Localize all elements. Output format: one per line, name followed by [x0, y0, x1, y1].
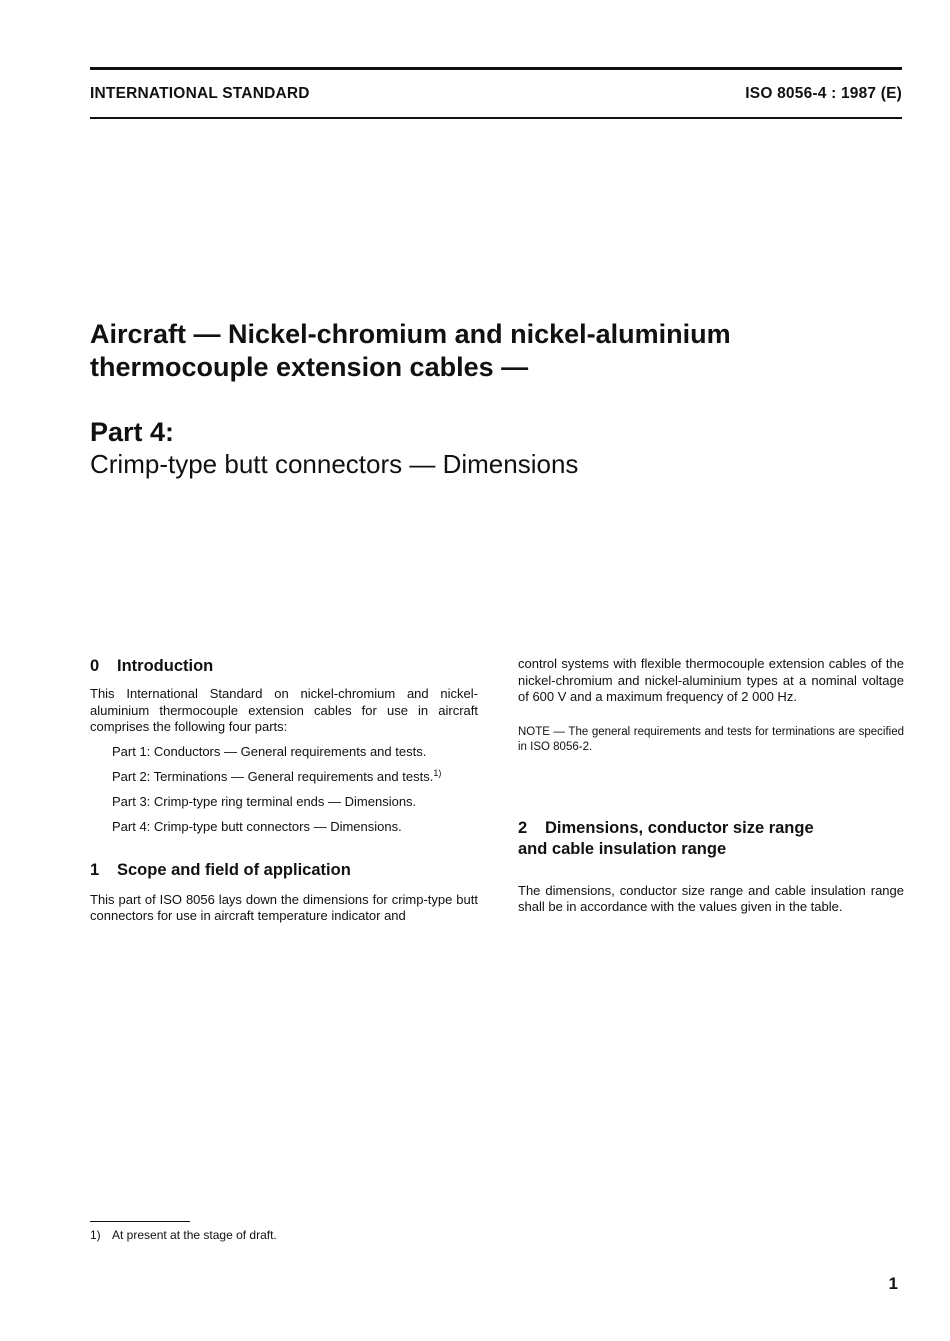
footnote-reference: 1)	[433, 768, 442, 779]
note-paragraph: NOTE — The general requirements and tests for terminations are specified in ISO 8056-2.	[518, 725, 904, 753]
section-0-heading	[90, 656, 478, 677]
section-2-heading-continued	[518, 839, 904, 860]
header-bottom-rule	[90, 117, 902, 119]
part-2-text: Part 2: Terminations — General requirements and tests.	[112, 769, 434, 785]
list-item	[90, 744, 478, 761]
scope-paragraph-start: This part of ISO 8056 lays down the dimensions for crimp-type butt connectors for use in aircraft temperature indicator and	[90, 891, 478, 924]
header-top-rule	[90, 67, 902, 70]
page-number: 1	[888, 1274, 898, 1293]
section-2-heading	[518, 818, 904, 839]
list-item	[90, 794, 478, 811]
footnote	[90, 1228, 277, 1242]
dimensions-paragraph: The dimensions, conductor size range and cable insulation range shall be in accordance with the values given in the table.	[518, 882, 904, 915]
document-title	[90, 318, 850, 384]
part-1-text: Part 1: Conductors — General requirements and tests.	[112, 744, 427, 760]
section-2-title-line-1: Dimensions, conductor size range	[545, 818, 814, 837]
part-label: Part 4:	[90, 417, 175, 447]
title-line-1: Aircraft — Nickel-chromium and nickel-aluminium	[90, 319, 731, 349]
section-1-title: Scope and field of application	[117, 860, 351, 879]
section-1-heading	[90, 860, 478, 881]
title-line-2: thermocouple extension cables —	[90, 352, 529, 382]
part-subtitle: Crimp-type butt connectors — Dimensions	[90, 449, 579, 479]
section-2-number: 2	[518, 818, 528, 837]
header-document-reference: ISO 8056-4 : 1987 (E)	[745, 85, 902, 102]
section-0-number: 0	[90, 657, 100, 675]
scope-paragraph-continued: control systems with flexible thermocouple extension cables of the nickel-chromium and nickel-aluminium types at a nominal voltage of 600 V and a maximum frequency of 2 000 Hz.	[518, 656, 904, 705]
list-item	[90, 769, 478, 786]
section-1-number: 1	[90, 860, 100, 879]
part-4-text: Part 4: Crimp-type butt connectors — Dimensions.	[112, 819, 402, 835]
section-2-title-line-2: and cable insulation range	[518, 839, 727, 858]
list-item	[90, 819, 478, 836]
footnote-mark: 1)	[90, 1228, 101, 1242]
footnote-rule	[90, 1221, 190, 1222]
right-column	[518, 656, 904, 916]
part-3-text: Part 3: Crimp-type ring terminal ends — Dimensions.	[112, 794, 417, 810]
left-column	[90, 656, 478, 925]
footnote-text: At present at the stage of draft.	[112, 1228, 277, 1242]
section-0-title: Introduction	[117, 657, 214, 675]
header-document-type: INTERNATIONAL STANDARD	[90, 85, 310, 102]
parts-list	[90, 744, 478, 836]
introduction-paragraph: This International Standard on nickel-chromium and nickel-aluminium thermocouple extension cables for use in aircraft comprises the following four parts:	[90, 686, 478, 735]
